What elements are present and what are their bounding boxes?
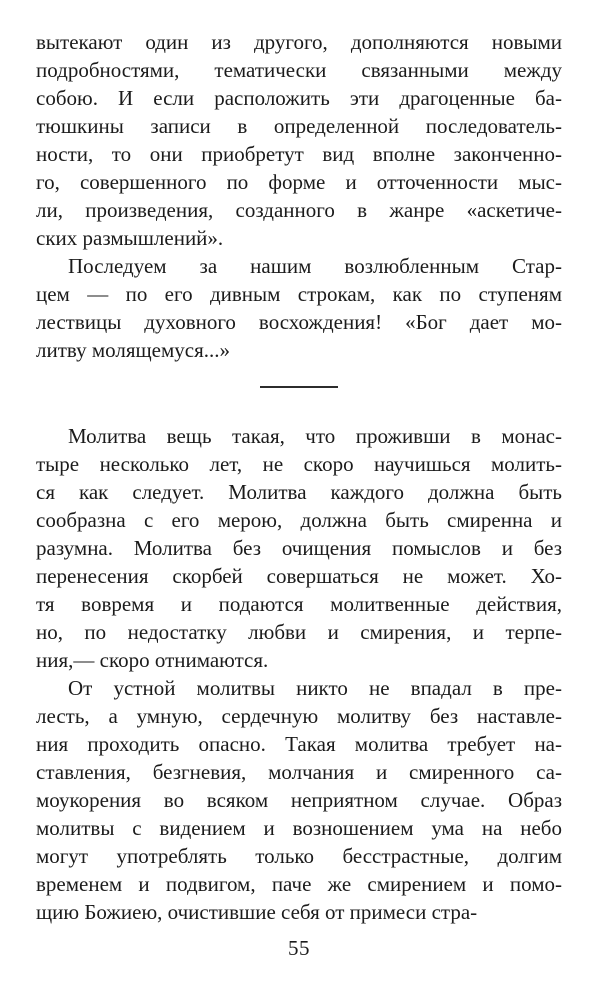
text-line: собою. И если расположить эти драгоценные ба-	[36, 86, 562, 110]
text-line: ставления, безгневия, молчания и смиренного са-	[36, 760, 562, 784]
text-line: ских размышлений».	[36, 226, 224, 250]
text-line: Молитва вещь такая, что проживши в монас-	[68, 424, 562, 448]
text-line: цем — по его дивным строкам, как по ступеням	[36, 282, 562, 306]
text-line: лествицы духовного восхождения! «Бог дает мо-	[36, 310, 562, 334]
text-line: вытекают один из другого, дополняются новыми	[36, 30, 562, 54]
text-line: го, совершенного по форме и отточенности мыс-	[36, 170, 562, 194]
text-line: ния проходить опасно. Такая молитва требует на-	[36, 732, 562, 756]
text-line: тя вовремя и подаются молитвенные действия,	[36, 592, 562, 616]
text-line: тюшкины записи в определенной последователь-	[36, 114, 562, 138]
text-line: тыре несколько лет, не скоро научишься молить-	[36, 452, 562, 476]
text-line: ся как следует. Молитва каждого должна быть	[36, 480, 562, 504]
page-number: 55	[288, 936, 310, 960]
text-line: Последуем за нашим возлюбленным Стар-	[68, 254, 562, 278]
paragraph	[36, 674, 562, 926]
text-line: перенесения скорбей совершаться не может. Хо-	[36, 564, 562, 588]
text-line: ли, произведения, созданного в жанре «аскетиче-	[36, 198, 562, 222]
paragraph	[36, 422, 562, 674]
text-line: От устной молитвы никто не впадал в пре-	[68, 676, 562, 700]
text-line: молитвы с видением и возношением ума на небо	[36, 816, 562, 840]
section-divider	[260, 386, 338, 388]
page-text	[36, 28, 562, 926]
text-line: временем и подвигом, паче же смирением и помо-	[36, 872, 562, 896]
text-line: литву молящемуся...»	[36, 338, 231, 362]
text-line: ности, то они приобретут вид вполне законченно-	[36, 142, 562, 166]
text-line: могут употреблять только бесстрастные, долгим	[36, 844, 562, 868]
paragraph	[36, 252, 562, 364]
text-line: моукорения во всяком неприятном случае. Образ	[36, 788, 562, 812]
text-line: лесть, а умную, сердечную молитву без наставле-	[36, 704, 562, 728]
text-line: щию Божиею, очистившие себя от примеси стра-	[36, 900, 478, 924]
text-line: но, по недостатку любви и смирения, и терпе-	[36, 620, 562, 644]
text-line: разумна. Молитва без очищения помыслов и без	[36, 536, 562, 560]
text-line: сообразна с его мерою, должна быть смиренна и	[36, 508, 562, 532]
text-line: подробностями, тематически связанными между	[36, 58, 562, 82]
text-line: ния,— скоро отнимаются.	[36, 648, 269, 672]
paragraph	[36, 28, 562, 252]
